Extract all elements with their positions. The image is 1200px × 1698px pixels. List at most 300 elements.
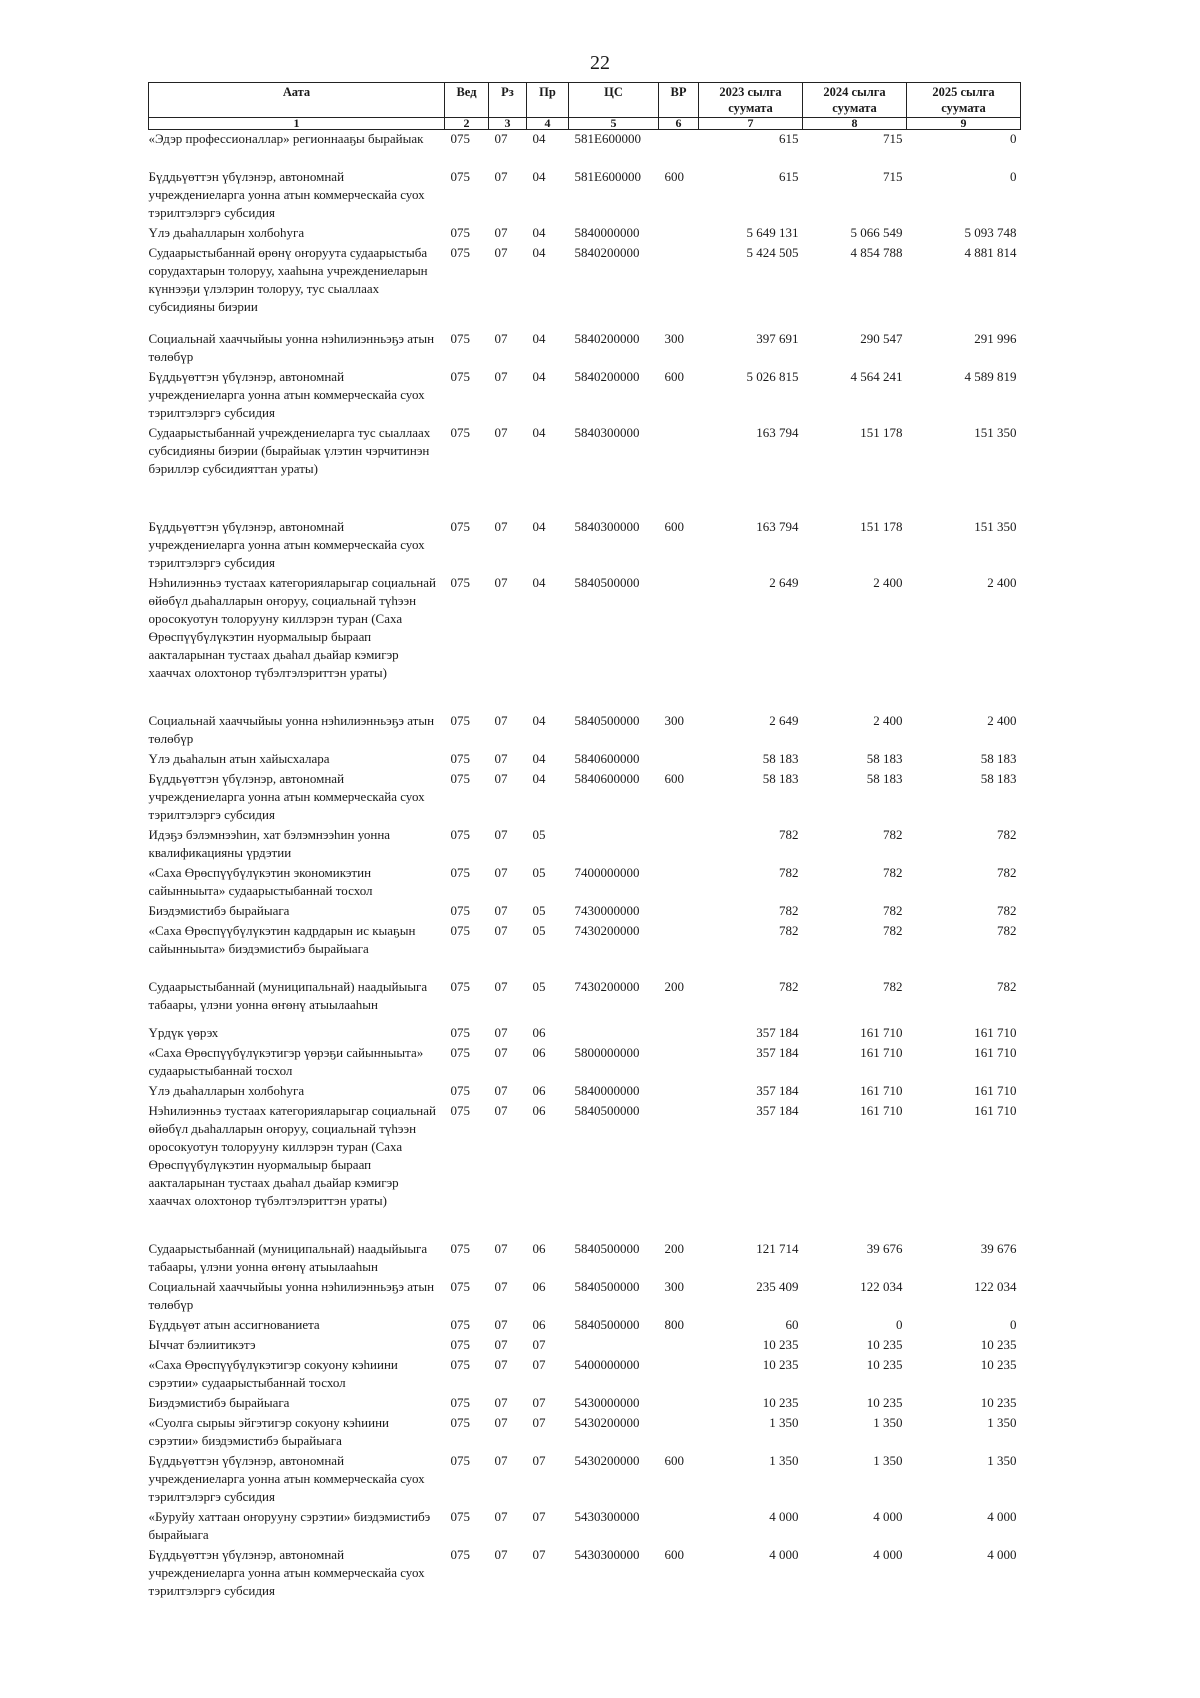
cell-y2024: 39 676 bbox=[866, 1241, 903, 1256]
cell-y2025: 0 bbox=[1010, 169, 1017, 184]
cell-ved: 075 bbox=[450, 1453, 470, 1468]
cell-name: Социальнай хааччыйыы уонна нэһилиэнньэҕэ атын төлөбүр bbox=[148, 331, 435, 364]
column-number: 6 bbox=[659, 118, 699, 130]
cell-y2023: 1 350 bbox=[769, 1415, 799, 1430]
cell-ved: 075 bbox=[450, 225, 470, 240]
cell-y2023: 235 409 bbox=[756, 1279, 799, 1294]
cell-cs: 5840200000 bbox=[574, 331, 640, 346]
cell-pr: 06 bbox=[532, 1025, 546, 1040]
cell-vr: 300 bbox=[664, 713, 684, 728]
cell-cs: 7430000000 bbox=[574, 903, 640, 918]
cell-pr: 05 bbox=[532, 827, 546, 842]
table-row bbox=[149, 1316, 1021, 1336]
cell-vr bbox=[659, 1336, 699, 1356]
cell-y2024: 58 183 bbox=[866, 771, 903, 786]
cell-pr: 06 bbox=[532, 1103, 546, 1118]
column-number: 2 bbox=[445, 118, 489, 130]
page-number: 22 bbox=[590, 52, 610, 74]
cell-vr bbox=[659, 574, 699, 712]
cell-cs: 5430300000 bbox=[574, 1509, 640, 1524]
table-row bbox=[149, 922, 1021, 978]
cell-ved: 075 bbox=[450, 1317, 470, 1332]
cell-y2024: 1 350 bbox=[873, 1415, 903, 1430]
cell-pr: 05 bbox=[532, 903, 546, 918]
header-pr: Пр bbox=[527, 83, 569, 118]
cell-rz: 07 bbox=[494, 1279, 508, 1294]
cell-y2024: 58 183 bbox=[866, 751, 903, 766]
table-row bbox=[149, 1240, 1021, 1278]
cell-pr: 06 bbox=[532, 1241, 546, 1256]
cell-vr: 600 bbox=[664, 519, 684, 534]
cell-y2024: 1 350 bbox=[873, 1453, 903, 1468]
cell-name: «Саха Өрөспүүбүлүкэтин экономикэтин сайынныыта» судаарыстыбаннай тосхол bbox=[148, 865, 373, 898]
cell-vr: 600 bbox=[664, 1453, 684, 1468]
cell-y2025: 1 350 bbox=[987, 1453, 1017, 1468]
cell-y2024: 10 235 bbox=[866, 1337, 903, 1352]
cell-y2024: 782 bbox=[883, 979, 903, 994]
table-row bbox=[149, 1356, 1021, 1394]
cell-ved: 075 bbox=[450, 1547, 470, 1562]
cell-rz: 07 bbox=[494, 751, 508, 766]
cell-ved: 075 bbox=[450, 575, 470, 590]
cell-cs: 5840500000 bbox=[574, 1317, 640, 1332]
cell-y2025: 782 bbox=[997, 979, 1017, 994]
cell-cs: 5840600000 bbox=[574, 771, 640, 786]
cell-y2023: 2 649 bbox=[769, 575, 799, 590]
cell-ved: 075 bbox=[450, 713, 470, 728]
cell-ved: 075 bbox=[450, 1045, 470, 1060]
column-number: 4 bbox=[527, 118, 569, 130]
cell-vr bbox=[659, 1044, 699, 1082]
cell-pr: 07 bbox=[532, 1337, 546, 1352]
cell-ved: 075 bbox=[450, 1509, 470, 1524]
table-row bbox=[149, 712, 1021, 750]
table-row bbox=[149, 130, 1021, 169]
cell-y2025: 4 589 819 bbox=[964, 369, 1017, 384]
cell-cs: 5840000000 bbox=[574, 225, 640, 240]
table-row bbox=[149, 368, 1021, 424]
cell-y2025: 782 bbox=[997, 865, 1017, 880]
cell-vr bbox=[659, 1356, 699, 1394]
cell-ved: 075 bbox=[450, 1395, 470, 1410]
cell-y2025: 39 676 bbox=[980, 1241, 1017, 1256]
cell-y2025: 161 710 bbox=[974, 1045, 1017, 1060]
cell-rz: 07 bbox=[494, 519, 508, 534]
table-row bbox=[149, 1278, 1021, 1316]
cell-pr: 04 bbox=[532, 225, 546, 240]
cell-rz: 07 bbox=[494, 979, 508, 994]
cell-rz: 07 bbox=[494, 1415, 508, 1430]
cell-name: Судаарыстыбаннай өрөнү оҥоруута судаарыстыба сорудахтарын толоруу, хааһына учреждениеларын күннээҕи үлэлэрин толоруу, тус сыаллаах субсидияны биэрии bbox=[148, 245, 428, 314]
cell-cs: 5430200000 bbox=[574, 1453, 640, 1468]
cell-y2023: 2 649 bbox=[769, 713, 799, 728]
cell-y2023: 357 184 bbox=[756, 1083, 799, 1098]
table-row bbox=[149, 1414, 1021, 1452]
cell-pr: 05 bbox=[532, 923, 546, 938]
cell-rz: 07 bbox=[494, 771, 508, 786]
cell-rz: 07 bbox=[494, 713, 508, 728]
cell-pr: 06 bbox=[532, 1279, 546, 1294]
cell-pr: 04 bbox=[532, 751, 546, 766]
cell-name: Биэдэмистибэ бырайыага bbox=[148, 903, 290, 918]
cell-y2023: 4 000 bbox=[769, 1509, 799, 1524]
cell-rz: 07 bbox=[494, 1025, 508, 1040]
cell-vr: 200 bbox=[664, 979, 684, 994]
cell-y2025: 1 350 bbox=[987, 1415, 1017, 1430]
cell-y2023: 163 794 bbox=[756, 519, 799, 534]
cell-y2024: 10 235 bbox=[866, 1395, 903, 1410]
cell-pr: 06 bbox=[532, 1045, 546, 1060]
cell-vr bbox=[659, 424, 699, 518]
header-ved: Вед bbox=[445, 83, 489, 118]
cell-y2025: 161 710 bbox=[974, 1025, 1017, 1040]
cell-ved: 075 bbox=[450, 169, 470, 184]
cell-vr bbox=[659, 130, 699, 169]
cell-pr: 04 bbox=[532, 131, 546, 146]
cell-y2024: 122 034 bbox=[860, 1279, 903, 1294]
header-2024: 2024 сылга суумата bbox=[803, 83, 907, 118]
cell-ved: 075 bbox=[450, 1279, 470, 1294]
cell-cs: 5840200000 bbox=[574, 369, 640, 384]
cell-cs: 5840500000 bbox=[574, 713, 640, 728]
cell-y2025: 2 400 bbox=[987, 713, 1017, 728]
cell-y2023: 5 424 505 bbox=[746, 245, 799, 260]
cell-name: «Саха Өрөспүүбүлүкэтигэр үөрэҕи сайынныыта» судаарыстыбаннай тосхол bbox=[148, 1045, 424, 1078]
table-row bbox=[149, 978, 1021, 1024]
table-row bbox=[149, 1044, 1021, 1082]
cell-name: «Саха Өрөспүүбүлүкэтигэр сокуону кэһиини сэрэтии» судаарыстыбаннай тосхол bbox=[148, 1357, 398, 1390]
cell-vr: 300 bbox=[664, 1279, 684, 1294]
cell-name: Судаарыстыбаннай учреждениеларга тус сыаллаах субсидияны биэрии (бырайыак үлэтин чэрчитинэн бэриллэр субсидияттан ураты) bbox=[148, 425, 431, 476]
table-row bbox=[149, 1546, 1021, 1602]
cell-y2024: 161 710 bbox=[860, 1045, 903, 1060]
cell-rz: 07 bbox=[494, 1045, 508, 1060]
cell-vr: 300 bbox=[664, 331, 684, 346]
cell-ved: 075 bbox=[450, 1415, 470, 1430]
cell-y2024: 5 066 549 bbox=[850, 225, 903, 240]
cell-y2025: 5 093 748 bbox=[964, 225, 1017, 240]
table-row bbox=[149, 1508, 1021, 1546]
cell-pr: 07 bbox=[532, 1547, 546, 1562]
cell-name: Бүддьүөттэн үбүлэнэр, автономнай учреждениеларга уонна атын коммерческайа суох тэрилтэлэргэ субсидия bbox=[148, 1547, 425, 1598]
cell-name: Бүддьүөттэн үбүлэнэр, автономнай учреждениеларга уонна атын коммерческайа суох тэрилтэлэргэ субсидия bbox=[148, 169, 425, 220]
cell-y2025: 10 235 bbox=[980, 1395, 1017, 1410]
cell-cs: 5430200000 bbox=[574, 1415, 640, 1430]
cell-y2023: 1 350 bbox=[769, 1453, 799, 1468]
cell-y2024: 161 710 bbox=[860, 1103, 903, 1118]
cell-name: Социальнай хааччыйыы уонна нэһилиэнньэҕэ атын төлөбүр bbox=[148, 713, 435, 746]
cell-y2024: 4 854 788 bbox=[850, 245, 903, 260]
table-row bbox=[149, 1336, 1021, 1356]
cell-y2023: 782 bbox=[779, 827, 799, 842]
cell-cs: 5840500000 bbox=[574, 1103, 640, 1118]
cell-y2025: 782 bbox=[997, 903, 1017, 918]
cell-vr bbox=[659, 224, 699, 244]
cell-name: Судаарыстыбаннай (муниципальнай) наадыйыыга табаары, үлэни уонна өҥөнү атыылааһын bbox=[148, 979, 428, 1012]
cell-ved: 075 bbox=[450, 131, 470, 146]
table-body bbox=[149, 130, 1021, 1603]
cell-pr: 05 bbox=[532, 979, 546, 994]
table-row bbox=[149, 330, 1021, 368]
cell-y2024: 782 bbox=[883, 903, 903, 918]
cell-y2024: 715 bbox=[883, 169, 903, 184]
cell-ved: 075 bbox=[450, 1241, 470, 1256]
header-name: Аата bbox=[149, 83, 445, 118]
cell-rz: 07 bbox=[494, 1395, 508, 1410]
table-row bbox=[149, 1394, 1021, 1414]
header-vr: ВР bbox=[659, 83, 699, 118]
cell-y2024: 782 bbox=[883, 827, 903, 842]
cell-ved: 075 bbox=[450, 1083, 470, 1098]
cell-cs: 5840300000 bbox=[574, 519, 640, 534]
cell-name: «Буруйу хаттаан оҥорууну сэрэтии» биэдэмистибэ бырайыага bbox=[148, 1509, 431, 1542]
cell-rz: 07 bbox=[494, 131, 508, 146]
cell-cs: 5840300000 bbox=[574, 425, 640, 440]
header-rz: Рз bbox=[489, 83, 527, 118]
cell-y2024: 0 bbox=[896, 1317, 903, 1332]
cell-vr bbox=[659, 1024, 699, 1044]
cell-y2023: 782 bbox=[779, 903, 799, 918]
cell-y2024: 4 564 241 bbox=[850, 369, 903, 384]
cell-vr bbox=[659, 1102, 699, 1240]
cell-vr bbox=[659, 864, 699, 902]
cell-y2025: 122 034 bbox=[974, 1279, 1017, 1294]
cell-name: Бүддьүөттэн үбүлэнэр, автономнай учреждениеларга уонна атын коммерческайа суох тэрилтэлэргэ субсидия bbox=[148, 1453, 425, 1504]
cell-y2025: 291 996 bbox=[974, 331, 1017, 346]
cell-y2023: 782 bbox=[779, 979, 799, 994]
column-number: 8 bbox=[803, 118, 907, 130]
cell-vr: 600 bbox=[664, 1547, 684, 1562]
cell-cs: 5840200000 bbox=[574, 245, 640, 260]
cell-pr: 04 bbox=[532, 331, 546, 346]
cell-pr: 04 bbox=[532, 245, 546, 260]
cell-y2025: 0 bbox=[1010, 131, 1017, 146]
cell-y2023: 615 bbox=[779, 169, 799, 184]
cell-pr: 06 bbox=[532, 1083, 546, 1098]
cell-y2023: 121 714 bbox=[756, 1241, 799, 1256]
cell-pr: 04 bbox=[532, 771, 546, 786]
cell-ved: 075 bbox=[450, 1025, 470, 1040]
cell-vr bbox=[659, 826, 699, 864]
cell-vr bbox=[659, 750, 699, 770]
cell-y2024: 161 710 bbox=[860, 1083, 903, 1098]
cell-ved: 075 bbox=[450, 245, 470, 260]
table-row bbox=[149, 574, 1021, 712]
cell-y2024: 151 178 bbox=[860, 425, 903, 440]
cell-y2024: 782 bbox=[883, 923, 903, 938]
cell-name: Үрдүк үөрэх bbox=[148, 1025, 219, 1040]
cell-y2023: 5 649 131 bbox=[746, 225, 799, 240]
cell-pr: 04 bbox=[532, 519, 546, 534]
cell-y2023: 357 184 bbox=[756, 1025, 799, 1040]
cell-pr: 05 bbox=[532, 865, 546, 880]
cell-cs: 5840600000 bbox=[574, 751, 640, 766]
cell-rz: 07 bbox=[494, 1241, 508, 1256]
cell-vr bbox=[659, 244, 699, 330]
cell-pr: 07 bbox=[532, 1453, 546, 1468]
cell-ved: 075 bbox=[450, 923, 470, 938]
table-row bbox=[149, 770, 1021, 826]
cell-rz: 07 bbox=[494, 1317, 508, 1332]
cell-name: Бүддьүөт атын ассигнованиета bbox=[148, 1317, 320, 1332]
cell-rz: 07 bbox=[494, 1453, 508, 1468]
column-number: 9 bbox=[907, 118, 1021, 130]
cell-name: Бүддьүөттэн үбүлэнэр, автономнай учреждениеларга уонна атын коммерческайа суох тэрилтэлэргэ субсидия bbox=[148, 771, 425, 822]
cell-y2025: 161 710 bbox=[974, 1103, 1017, 1118]
cell-rz: 07 bbox=[494, 923, 508, 938]
table-row bbox=[149, 864, 1021, 902]
cell-y2023: 10 235 bbox=[762, 1395, 799, 1410]
header-row bbox=[149, 83, 1021, 118]
cell-y2025: 151 350 bbox=[974, 519, 1017, 534]
cell-pr: 04 bbox=[532, 713, 546, 728]
cell-y2024: 2 400 bbox=[873, 575, 903, 590]
cell-y2024: 2 400 bbox=[873, 713, 903, 728]
cell-name: Үлэ дьаһалын атын хайысхалара bbox=[148, 751, 330, 766]
cell-vr bbox=[659, 1082, 699, 1102]
cell-cs bbox=[569, 1024, 659, 1044]
cell-pr: 04 bbox=[532, 169, 546, 184]
cell-ved: 075 bbox=[450, 1357, 470, 1372]
cell-rz: 07 bbox=[494, 225, 508, 240]
cell-name: Нэһилиэнньэ тустаах категорияларыгар социальнай өйөбүл дьаһалларын оҥоруу, социальнай түһээн оросокуотун толорууну киллэрэн туран (Саха Өрөспүүбүлүкэтин нуормалыыр быраап аакталарынан тустаах дьаһал дьайар кэмигэр хааччах олохтонор түбэлтэлэриттэн ураты) bbox=[148, 1103, 436, 1208]
cell-name: Нэһилиэнньэ тустаах категорияларыгар социальнай өйөбүл дьаһалларын оҥоруу, социальнай түһээн оросокуотун толорууну киллэрэн туран (Саха Өрөспүүбүлүкэтин нуормалыыр быраап аакталарынан тустаах дьаһал дьайар кэмигэр хааччах олохтонор түбэлтэлэриттэн ураты) bbox=[148, 575, 436, 680]
cell-pr: 04 bbox=[532, 369, 546, 384]
cell-rz: 07 bbox=[494, 865, 508, 880]
table-row bbox=[149, 1452, 1021, 1508]
table-row bbox=[149, 750, 1021, 770]
cell-vr bbox=[659, 1394, 699, 1414]
cell-pr: 07 bbox=[532, 1395, 546, 1410]
cell-cs: 5400000000 bbox=[574, 1357, 640, 1372]
cell-y2023: 60 bbox=[785, 1317, 799, 1332]
cell-vr bbox=[659, 922, 699, 978]
cell-cs: 7400000000 bbox=[574, 865, 640, 880]
cell-ved: 075 bbox=[450, 425, 470, 440]
cell-pr: 07 bbox=[532, 1415, 546, 1430]
cell-cs: 5430300000 bbox=[574, 1547, 640, 1562]
column-number: 3 bbox=[489, 118, 527, 130]
header-2025: 2025 сылга суумата bbox=[907, 83, 1021, 118]
cell-vr: 600 bbox=[664, 771, 684, 786]
cell-cs bbox=[569, 826, 659, 864]
cell-y2025: 4 000 bbox=[987, 1547, 1017, 1562]
table-row bbox=[149, 902, 1021, 922]
cell-cs: 581E600000 bbox=[574, 131, 641, 146]
cell-y2025: 58 183 bbox=[980, 751, 1017, 766]
cell-y2025: 151 350 bbox=[974, 425, 1017, 440]
cell-name: «Суолга сырыы эйгэтигэр сокуону кэһиини сэрэтии» биэдэмистибэ бырайыага bbox=[148, 1415, 389, 1448]
cell-rz: 07 bbox=[494, 369, 508, 384]
cell-cs: 5800000000 bbox=[574, 1045, 640, 1060]
cell-ved: 075 bbox=[450, 1337, 470, 1352]
cell-y2024: 4 000 bbox=[873, 1547, 903, 1562]
table-row bbox=[149, 244, 1021, 330]
cell-pr: 04 bbox=[532, 575, 546, 590]
cell-rz: 07 bbox=[494, 1103, 508, 1118]
cell-ved: 075 bbox=[450, 1103, 470, 1118]
cell-rz: 07 bbox=[494, 245, 508, 260]
cell-y2023: 5 026 815 bbox=[746, 369, 799, 384]
cell-y2025: 58 183 bbox=[980, 771, 1017, 786]
cell-cs: 7430200000 bbox=[574, 979, 640, 994]
cell-y2023: 357 184 bbox=[756, 1103, 799, 1118]
cell-y2023: 10 235 bbox=[762, 1357, 799, 1372]
table-row bbox=[149, 518, 1021, 574]
cell-rz: 07 bbox=[494, 1357, 508, 1372]
cell-rz: 07 bbox=[494, 1083, 508, 1098]
cell-rz: 07 bbox=[494, 331, 508, 346]
table-row bbox=[149, 224, 1021, 244]
cell-cs: 5840500000 bbox=[574, 1279, 640, 1294]
cell-ved: 075 bbox=[450, 903, 470, 918]
cell-ved: 075 bbox=[450, 751, 470, 766]
header-2023: 2023 сылга суумата bbox=[699, 83, 803, 118]
cell-cs: 5840500000 bbox=[574, 575, 640, 590]
cell-vr: 800 bbox=[664, 1317, 684, 1332]
cell-y2025: 0 bbox=[1010, 1317, 1017, 1332]
cell-vr: 200 bbox=[664, 1241, 684, 1256]
cell-y2025: 782 bbox=[997, 923, 1017, 938]
cell-y2023: 357 184 bbox=[756, 1045, 799, 1060]
cell-y2024: 782 bbox=[883, 865, 903, 880]
cell-y2025: 4 881 814 bbox=[964, 245, 1017, 260]
table-row bbox=[149, 1082, 1021, 1102]
cell-name: «Эдэр профессионаллар» регионнааҕы бырайыак bbox=[148, 131, 424, 146]
cell-rz: 07 bbox=[494, 169, 508, 184]
cell-ved: 075 bbox=[450, 979, 470, 994]
cell-rz: 07 bbox=[494, 425, 508, 440]
table-row bbox=[149, 424, 1021, 518]
cell-vr: 600 bbox=[664, 369, 684, 384]
cell-name: Социальнай хааччыйыы уонна нэһилиэнньэҕэ атын төлөбүр bbox=[148, 1279, 435, 1312]
cell-y2023: 782 bbox=[779, 923, 799, 938]
cell-pr: 06 bbox=[532, 1317, 546, 1332]
cell-name: Үлэ дьаһалларын холбоһуга bbox=[148, 225, 305, 240]
column-number-row bbox=[149, 118, 1021, 130]
cell-y2024: 4 000 bbox=[873, 1509, 903, 1524]
cell-pr: 07 bbox=[532, 1357, 546, 1372]
cell-y2023: 782 bbox=[779, 865, 799, 880]
column-number: 1 bbox=[149, 118, 445, 130]
cell-rz: 07 bbox=[494, 1547, 508, 1562]
cell-y2023: 58 183 bbox=[762, 751, 799, 766]
cell-pr: 07 bbox=[532, 1509, 546, 1524]
cell-ved: 075 bbox=[450, 331, 470, 346]
header-cs: ЦС bbox=[569, 83, 659, 118]
table-row bbox=[149, 1024, 1021, 1044]
cell-y2024: 151 178 bbox=[860, 519, 903, 534]
cell-name: Бүддьүөттэн үбүлэнэр, автономнай учреждениеларга уонна атын коммерческайа суох тэрилтэлэргэ субсидия bbox=[148, 369, 425, 420]
cell-name: Ыччат бэлиитикэтэ bbox=[148, 1337, 256, 1352]
cell-cs: 581E600000 bbox=[574, 169, 641, 184]
cell-vr bbox=[659, 1508, 699, 1546]
cell-ved: 075 bbox=[450, 771, 470, 786]
cell-y2023: 58 183 bbox=[762, 771, 799, 786]
column-number: 7 bbox=[699, 118, 803, 130]
cell-y2025: 782 bbox=[997, 827, 1017, 842]
cell-cs: 7430200000 bbox=[574, 923, 640, 938]
table-row bbox=[149, 826, 1021, 864]
cell-cs bbox=[569, 1336, 659, 1356]
cell-name: Бүддьүөттэн үбүлэнэр, автономнай учреждениеларга уонна атын коммерческайа суох тэрилтэлэргэ субсидия bbox=[148, 519, 425, 570]
cell-y2023: 10 235 bbox=[762, 1337, 799, 1352]
budget-table bbox=[148, 82, 1021, 1602]
cell-cs: 5840500000 bbox=[574, 1241, 640, 1256]
cell-ved: 075 bbox=[450, 827, 470, 842]
cell-y2025: 10 235 bbox=[980, 1357, 1017, 1372]
table-row bbox=[149, 1102, 1021, 1240]
